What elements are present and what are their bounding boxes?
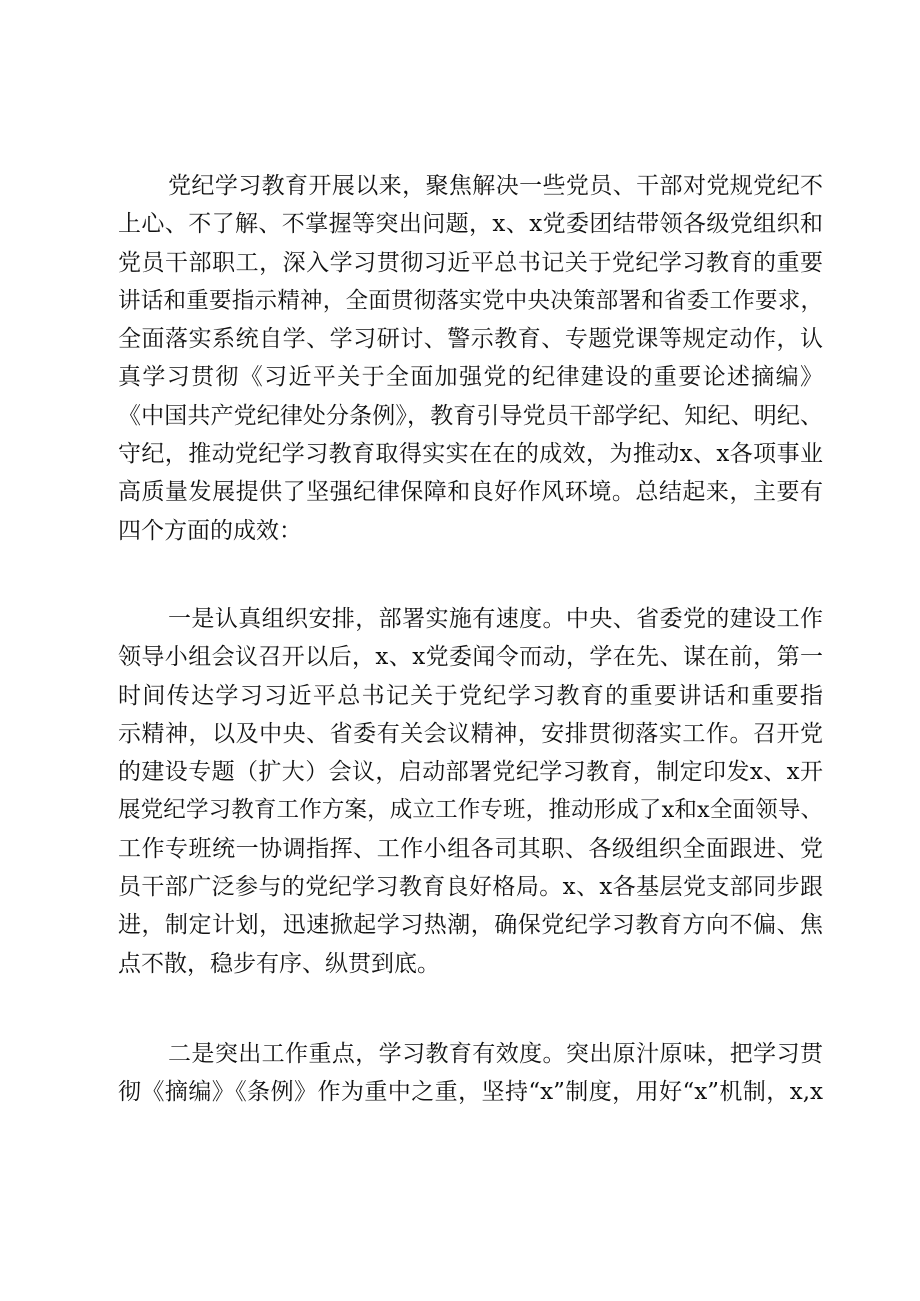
paragraph-line: 真学习贯彻《习近平关于全面加强党的纪律建设的重要论述摘编》 <box>118 364 823 391</box>
paragraph-line: 全面落实系统自学、学习研讨、警示教育、专题党课等规定动作，认 <box>118 326 823 353</box>
paragraph-line: 二是突出工作重点，学习教育有效度。突出原汁原味，把学习贯 <box>168 1041 823 1067</box>
paragraph-line: 展党纪学习教育工作方案，成立工作专班，推动形成了x和x全面领导、 <box>118 797 823 824</box>
paragraph-2 <box>118 600 823 983</box>
paragraph-line: 点不散，稳步有序、纵贯到底。 <box>118 950 440 977</box>
paragraph-line: 领导小组会议召开以后，x、x党委闻令而动，学在先、谋在前，第一 <box>118 644 823 671</box>
paragraph-line: 示精神，以及中央、省委有关会议精神，安排贯彻落实工作。召开党 <box>118 720 823 747</box>
paragraph-line: 彻《摘编》《条例》作为重中之重，坚持“x”制度，用好“x”机制，x,x <box>118 1079 823 1106</box>
paragraph-line: 《中国共产党纪律处分条例》，教育引导党员干部学纪、知纪、明纪、 <box>118 402 823 429</box>
paragraph-line: 进，制定计划，迅速掀起学习热潮，确保党纪学习教育方向不偏、焦 <box>118 912 823 939</box>
paragraph-line: 四个方面的成效： <box>118 517 302 544</box>
paragraph-line: 守纪，推动党纪学习教育取得实实在在的成效，为推动x、x各项事业 <box>118 441 823 468</box>
paragraph-line: 党员干部职工，深入学习贯彻习近平总书记关于党纪学习教育的重要 <box>118 249 823 276</box>
paragraph-line: 一是认真组织安排，部署实施有速度。中央、省委党的建设工作 <box>168 606 823 632</box>
paragraph-line: 的建设专题（扩大）会议，启动部署党纪学习教育，制定印发x、x开 <box>118 759 823 786</box>
paragraph-3 <box>118 1035 823 1112</box>
paragraph-1 <box>118 167 823 550</box>
paragraph-line: 上心、不了解、不掌握等突出问题，x、x党委团结带领各级党组织和 <box>118 211 823 238</box>
paragraph-line: 工作专班统一协调指挥、工作小组各司其职、各级组织全面跟进、党 <box>118 835 823 862</box>
paragraph-line: 员干部广泛参与的党纪学习教育良好格局。x、x各基层党支部同步跟 <box>118 874 823 901</box>
paragraph-line: 高质量发展提供了坚强纪律保障和良好作风环境。总结起来，主要有 <box>118 479 823 506</box>
paragraph-line: 讲话和重要指示精神，全面贯彻落实党中央决策部署和省委工作要求， <box>118 287 823 314</box>
paragraph-line: 时间传达学习习近平总书记关于党纪学习教育的重要讲话和重要指 <box>118 682 823 709</box>
paragraph-line: 党纪学习教育开展以来，聚焦解决一些党员、干部对党规党纪不 <box>168 173 823 199</box>
